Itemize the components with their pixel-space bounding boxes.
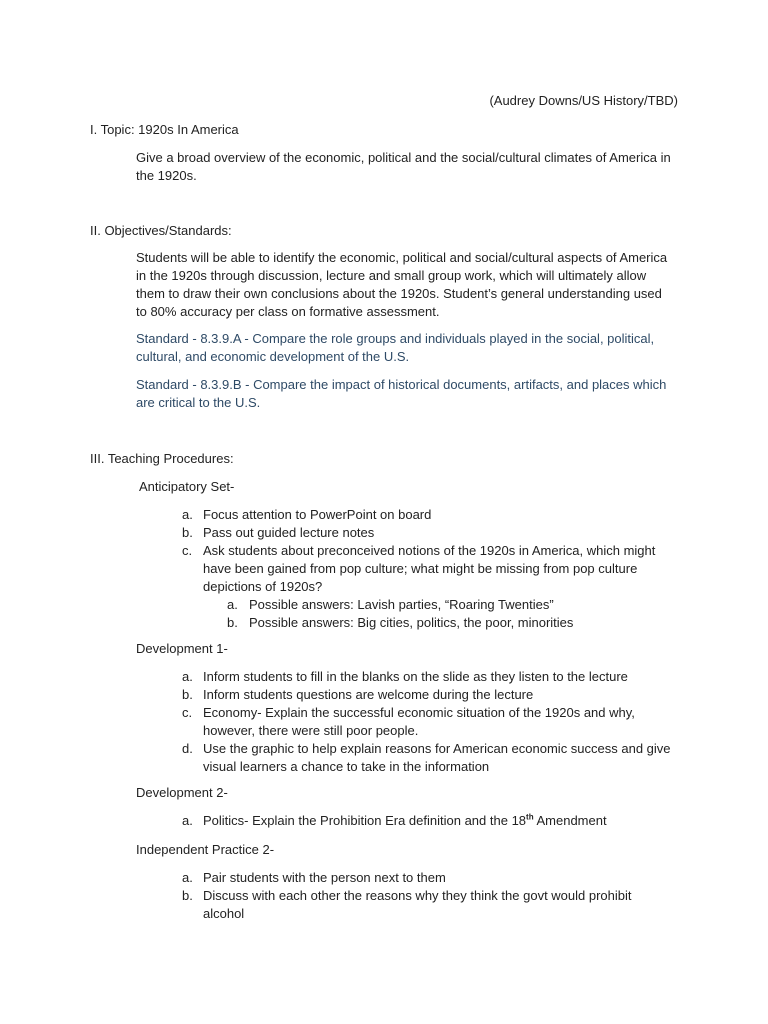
list-item: b. Pass out guided lecture notes	[182, 525, 375, 540]
list-item: c. Economy- Explain the successful economic situation of the 1920s and why, however, there were still poor people.	[182, 705, 635, 738]
anticipatory-set-title: Anticipatory Set-	[139, 479, 235, 494]
standard-8-3-9-b: Standard - 8.3.9.B - Compare the impact of historical documents, artifacts, and places which are critical to the U.S.	[136, 377, 667, 410]
topic-overview-text: Give a broad overview of the economic, political and the social/cultural climates of America in the 1920s.	[136, 150, 671, 183]
independent-practice-2-title: Independent Practice 2-	[136, 842, 275, 857]
section-topic-heading: I. Topic: 1920s In America	[90, 122, 239, 137]
list-item: d. Use the graphic to help explain reasons for American economic success and give visual learners a chance to take in the information	[182, 741, 671, 774]
list-item: a. Politics- Explain the Prohibition Era definition and the 18th Amendment	[182, 812, 607, 828]
list-item: b. Discuss with each other the reasons why they think the govt would prohibit alcohol	[182, 888, 632, 921]
list-item: b. Possible answers: Big cities, politics, the poor, minorities	[227, 615, 574, 630]
section-procedures-heading: III. Teaching Procedures:	[90, 451, 234, 466]
anticipatory-set-list	[0, 506, 768, 632]
list-item: c. Ask students about preconceived notions of the 1920s in America, which might have been gained from pop culture; what might be missing from pop culture depictions of 1920s? a. Possible answers: Lavish parties, “Roaring Twenties” b. Possible answers: Big cities, politics, the poor, minorities	[0, 542, 673, 632]
independent-practice-2-list	[0, 869, 768, 923]
list-item: a. Possible answers: Lavish parties, “Roaring Twenties”	[227, 597, 554, 612]
author-course-line: (Audrey Downs/US History/TBD)	[489, 93, 678, 108]
section-objectives-heading: II. Objectives/Standards:	[90, 223, 232, 238]
development-2-title: Development 2-	[136, 785, 228, 800]
development-1-list	[0, 668, 768, 776]
development-1-title: Development 1-	[136, 641, 228, 656]
anticipatory-sub-list	[203, 596, 673, 632]
development-2-list	[0, 812, 768, 830]
list-item: a. Inform students to fill in the blanks on the slide as they listen to the lecture	[182, 669, 628, 684]
list-item: a. Focus attention to PowerPoint on board	[182, 507, 432, 522]
list-item: a. Pair students with the person next to them	[182, 870, 446, 885]
list-item: b. Inform students questions are welcome during the lecture	[182, 687, 534, 702]
objectives-text: Students will be able to identify the economic, political and social/cultural aspects of America in the 1920s through discussion, lecture and small group work, which will ultimately allow them to draw their own conclusions about the 1920s. Student’s general understanding used to 80% accuracy per class on formative assessment.	[136, 250, 668, 319]
standard-8-3-9-a: Standard - 8.3.9.A - Compare the role groups and individuals played in the social, political, cultural, and economic development of the U.S.	[136, 331, 655, 364]
